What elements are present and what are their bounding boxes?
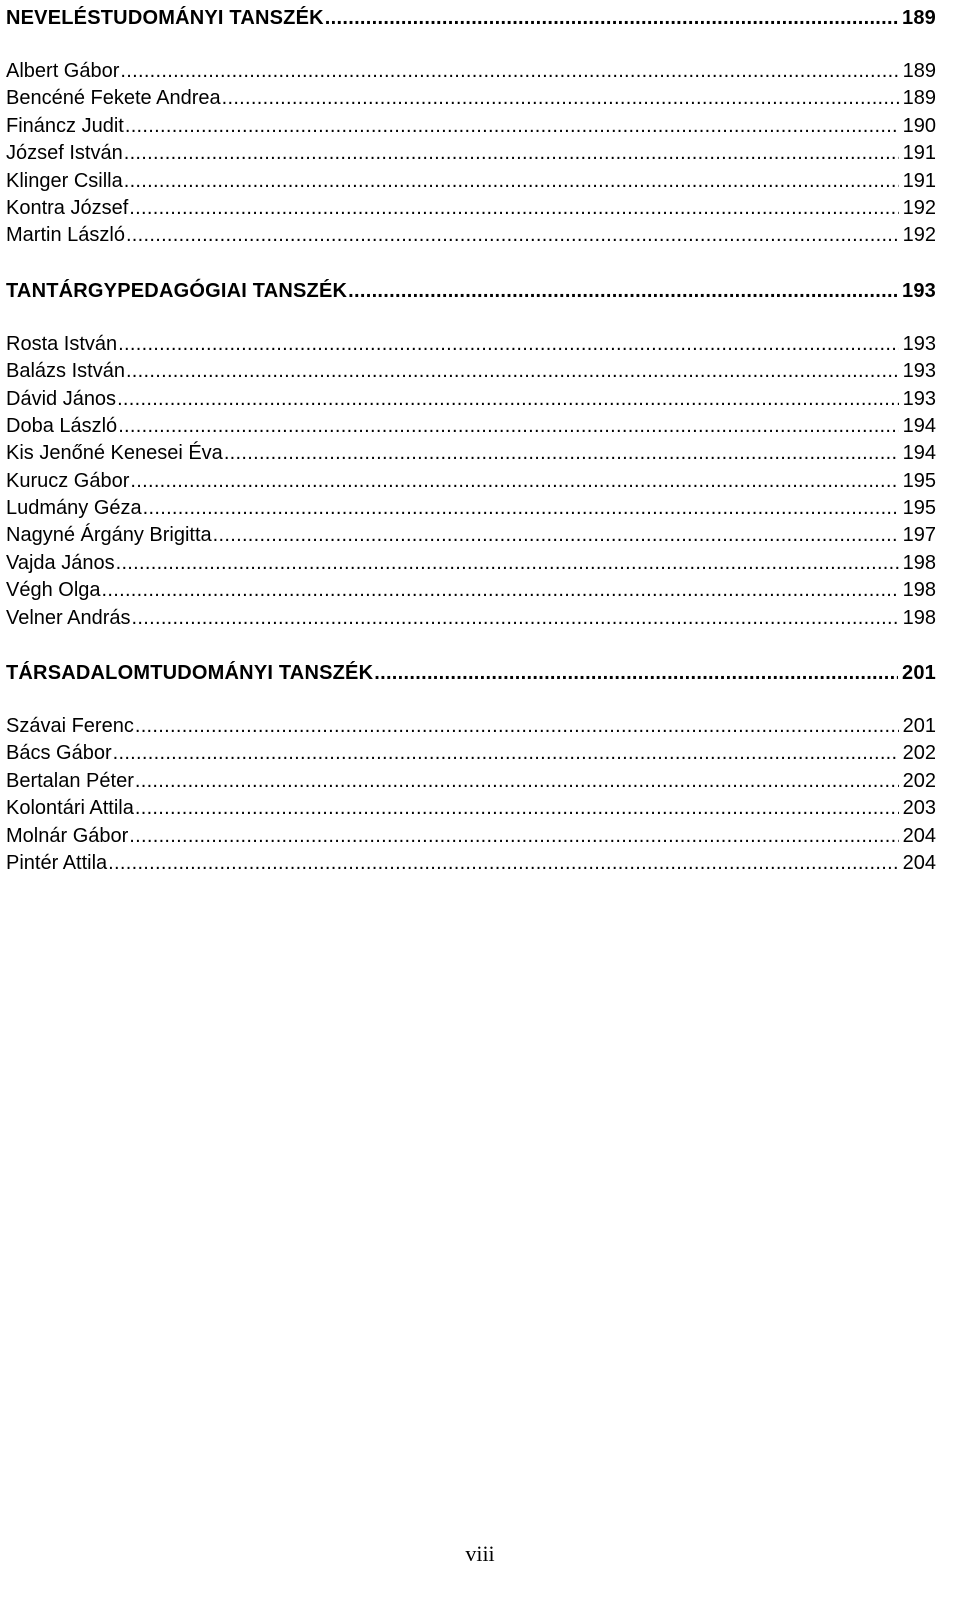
- entry-page-number: 201: [902, 715, 936, 738]
- dot-leader: [132, 605, 899, 632]
- section-title: TÁRSADALOMTUDOMÁNYI TANSZÉK: [6, 662, 374, 685]
- entry-name: Végh Olga: [6, 579, 101, 602]
- dot-leader: [125, 113, 899, 140]
- entry-page-number: 191: [902, 142, 936, 165]
- toc-entry[interactable]: [6, 522, 936, 549]
- toc-entry[interactable]: [6, 331, 936, 358]
- dot-leader: [118, 413, 898, 440]
- dot-leader: [108, 850, 898, 877]
- section-heading[interactable]: [6, 4, 936, 32]
- entry-page-number: 204: [902, 851, 936, 874]
- dot-leader: [126, 222, 899, 249]
- entry-page-number: 204: [902, 824, 936, 847]
- entry-name: Bács Gábor: [6, 742, 112, 765]
- entry-page-number: 194: [902, 414, 936, 437]
- section-page-number: 201: [902, 662, 936, 685]
- toc-entry[interactable]: [6, 58, 936, 85]
- entry-name: Molnár Gábor: [6, 824, 129, 847]
- dot-leader: [325, 4, 898, 32]
- entry-name: Kolontári Attila: [6, 797, 134, 820]
- entry-page-number: 190: [902, 114, 936, 137]
- toc-entry[interactable]: [6, 413, 936, 440]
- entry-page-number: 189: [902, 60, 936, 82]
- dot-leader: [129, 195, 898, 222]
- entry-page-number: 195: [902, 497, 936, 520]
- dot-leader: [130, 468, 898, 495]
- dot-leader: [126, 358, 899, 385]
- entry-name: József István: [6, 142, 123, 165]
- dot-leader: [129, 823, 898, 850]
- entry-page-number: 193: [902, 387, 936, 410]
- entry-page-number: 192: [902, 196, 936, 219]
- section-heading[interactable]: [6, 277, 936, 305]
- toc-entry[interactable]: [6, 168, 936, 195]
- page-number-footer: viii: [465, 1541, 495, 1566]
- toc-entry[interactable]: [6, 713, 936, 740]
- toc-entry[interactable]: [6, 386, 936, 413]
- entry-page-number: 191: [902, 169, 936, 192]
- dot-leader: [113, 740, 899, 767]
- entry-name: Rosta István: [6, 332, 118, 355]
- dot-leader: [222, 85, 899, 112]
- entry-name: Nagyné Árgány Brigitta: [6, 524, 212, 547]
- toc-entry[interactable]: [6, 468, 936, 495]
- dot-leader: [135, 713, 899, 740]
- entry-name: Klinger Csilla: [6, 169, 123, 192]
- dot-leader: [374, 659, 898, 687]
- toc-entry[interactable]: [6, 577, 936, 604]
- toc-entry[interactable]: [6, 85, 936, 112]
- toc-entry[interactable]: [6, 768, 936, 795]
- entry-page-number: 202: [902, 742, 936, 765]
- toc-entry[interactable]: [6, 222, 936, 249]
- dot-leader: [120, 58, 898, 85]
- dot-leader: [118, 331, 898, 358]
- toc-entry[interactable]: [6, 550, 936, 577]
- toc-entry[interactable]: [6, 795, 936, 822]
- section-title: NEVELÉSTUDOMÁNYI TANSZÉK: [6, 7, 324, 29]
- toc-entry[interactable]: [6, 195, 936, 222]
- entry-page-number: 203: [902, 797, 936, 820]
- entry-name: Vajda János: [6, 551, 115, 574]
- section-page-number: 193: [902, 279, 936, 302]
- dot-leader: [117, 386, 899, 413]
- toc-section: [6, 4, 936, 250]
- entry-page-number: 192: [902, 224, 936, 247]
- entry-name: Kontra József: [6, 196, 129, 219]
- toc-entry[interactable]: [6, 140, 936, 167]
- entry-page-number: 198: [902, 579, 936, 602]
- dot-leader: [135, 795, 899, 822]
- toc-entry[interactable]: [6, 440, 936, 467]
- entry-name: Fináncz Judit: [6, 114, 124, 137]
- entry-name: Velner András: [6, 606, 131, 629]
- entry-page-number: 198: [902, 551, 936, 574]
- entry-page-number: 197: [902, 524, 936, 547]
- entry-name: Doba László: [6, 414, 118, 437]
- dot-leader: [143, 495, 899, 522]
- entry-page-number: 193: [902, 360, 936, 383]
- entry-name: Kurucz Gábor: [6, 469, 130, 492]
- dot-leader: [124, 168, 899, 195]
- dot-leader: [124, 140, 899, 167]
- table-of-contents: [6, 4, 936, 877]
- toc-entry[interactable]: [6, 740, 936, 767]
- entry-name: Bencéné Fekete Andrea: [6, 87, 221, 110]
- toc-section: [6, 659, 936, 877]
- toc-entry[interactable]: [6, 113, 936, 140]
- entry-name: Pintér Attila: [6, 851, 108, 874]
- entry-name: Martin László: [6, 224, 125, 247]
- entry-page-number: 195: [902, 469, 936, 492]
- toc-entry[interactable]: [6, 823, 936, 850]
- entry-page-number: 194: [902, 442, 936, 465]
- dot-leader: [348, 277, 898, 305]
- toc-entry[interactable]: [6, 605, 936, 632]
- entry-name: Balázs István: [6, 360, 125, 383]
- section-page-number: 189: [902, 7, 936, 29]
- dot-leader: [213, 522, 899, 549]
- entry-page-number: 202: [902, 769, 936, 792]
- entry-name: Bertalan Péter: [6, 769, 134, 792]
- dot-leader: [102, 577, 899, 604]
- entry-page-number: 189: [902, 87, 936, 110]
- entry-name: Albert Gábor: [6, 60, 120, 82]
- entry-page-number: 198: [902, 606, 936, 629]
- toc-entry[interactable]: [6, 495, 936, 522]
- dot-leader: [116, 550, 899, 577]
- entry-name: Dávid János: [6, 387, 117, 410]
- entry-page-number: 193: [902, 332, 936, 355]
- toc-entry[interactable]: [6, 358, 936, 385]
- entry-name: Kis Jenőné Kenesei Éva: [6, 442, 223, 465]
- dot-leader: [224, 440, 899, 467]
- entry-name: Szávai Ferenc: [6, 715, 134, 738]
- section-heading[interactable]: [6, 659, 936, 687]
- section-title: TANTÁRGYPEDAGÓGIAI TANSZÉK: [6, 279, 348, 302]
- dot-leader: [135, 768, 899, 795]
- toc-entry[interactable]: [6, 850, 936, 877]
- entry-name: Ludmány Géza: [6, 497, 142, 520]
- toc-section: [6, 277, 936, 632]
